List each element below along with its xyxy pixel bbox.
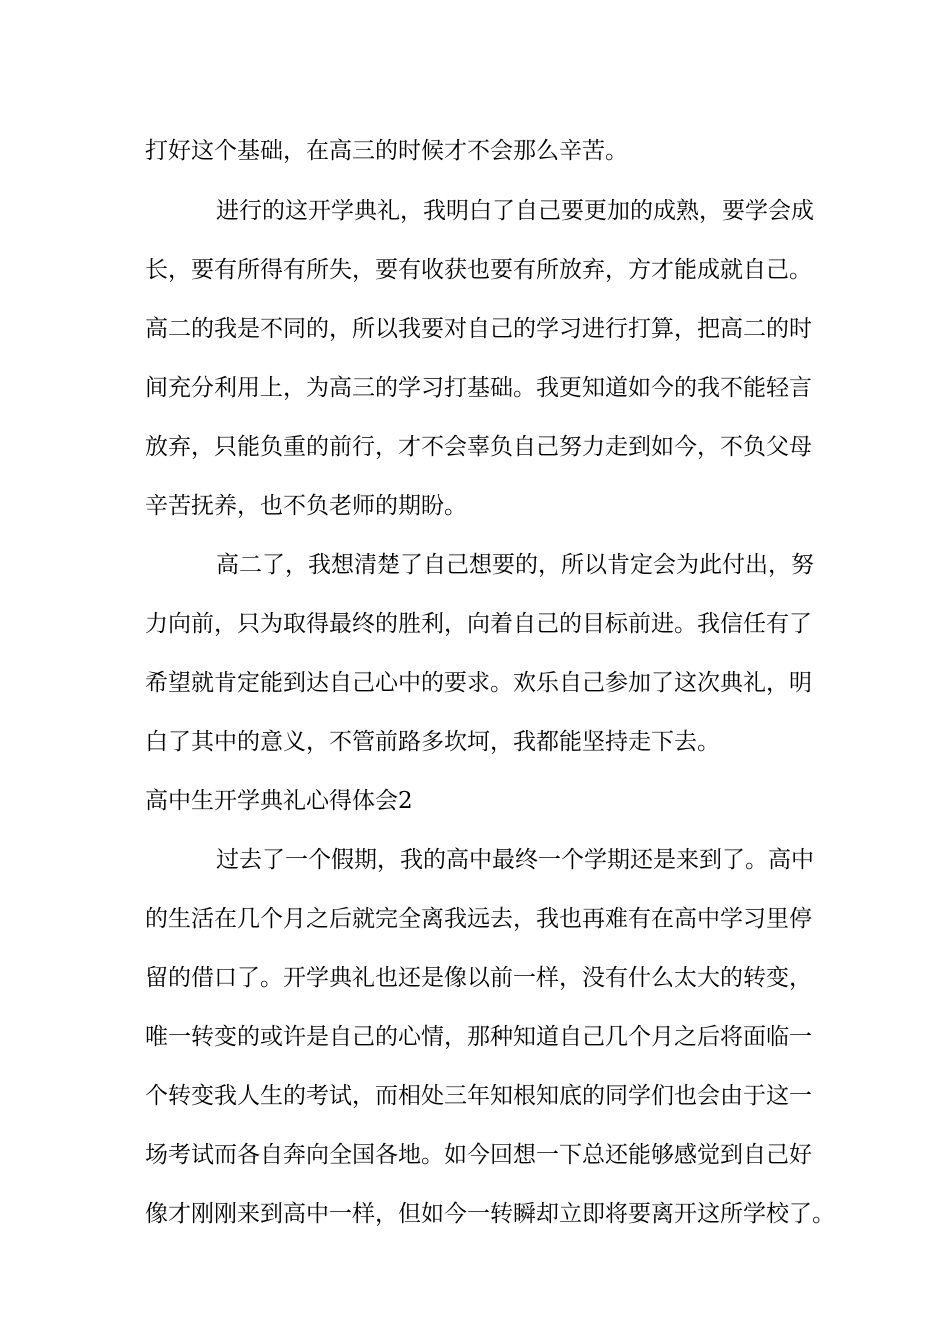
paragraph-start-line: 过去了一个假期，我的高中最终一个学期还是来到了。高中 xyxy=(216,847,814,873)
text-line: 的生活在几个月之后就完全离我远去，我也再难有在高中学习里停 xyxy=(145,906,812,932)
paragraph-start-line: 高二了，我想清楚了自己想要的，所以肯定会为此付出，努 xyxy=(216,552,814,578)
text-line: 辛苦抚养，也不负老师的期盼。 xyxy=(145,493,467,519)
section-heading: 高中生开学典礼心得体会2 xyxy=(145,788,413,814)
text-line: 个转变我人生的考试，而相处三年知根知底的同学们也会由于这一 xyxy=(145,1083,812,1109)
text-line: 放弃，只能负重的前行，才不会辜负自己努力走到如今，不负父母 xyxy=(145,434,812,460)
text-line: 力向前，只为取得最终的胜利，向着自己的目标前进。我信任有了 xyxy=(145,611,812,637)
text-line: 像才刚刚来到高中一样，但如今一转瞬却立即将要离开这所学校了。 xyxy=(145,1201,835,1227)
text-line: 打好这个基础，在高三的时候才不会那么辛苦。 xyxy=(145,138,628,164)
text-line: 场考试而各自奔向全国各地。如今回想一下总还能够感觉到自己好 xyxy=(145,1142,812,1168)
text-line: 希望就肯定能到达自己心中的要求。欢乐自己参加了这次典礼，明 xyxy=(145,670,812,696)
paragraph-start-line: 进行的这开学典礼，我明白了自己要更加的成熟，要学会成 xyxy=(216,198,814,224)
text-line: 长，要有所得有所失，要有收获也要有所放弃，方才能成就自己。 xyxy=(145,257,812,283)
text-line: 白了其中的意义，不管前路多坎坷，我都能坚持走下去。 xyxy=(145,729,720,755)
text-line: 留的借口了。开学典礼也还是像以前一样，没有什么太大的转变， xyxy=(145,965,812,991)
text-line: 间充分利用上，为高三的学习打基础。我更知道如今的我不能轻言 xyxy=(145,375,812,401)
text-line: 高二的我是不同的，所以我要对自己的学习进行打算，把高二的时 xyxy=(145,316,812,342)
text-line: 唯一转变的或许是自己的心情，那种知道自己几个月之后将面临一 xyxy=(145,1024,812,1050)
